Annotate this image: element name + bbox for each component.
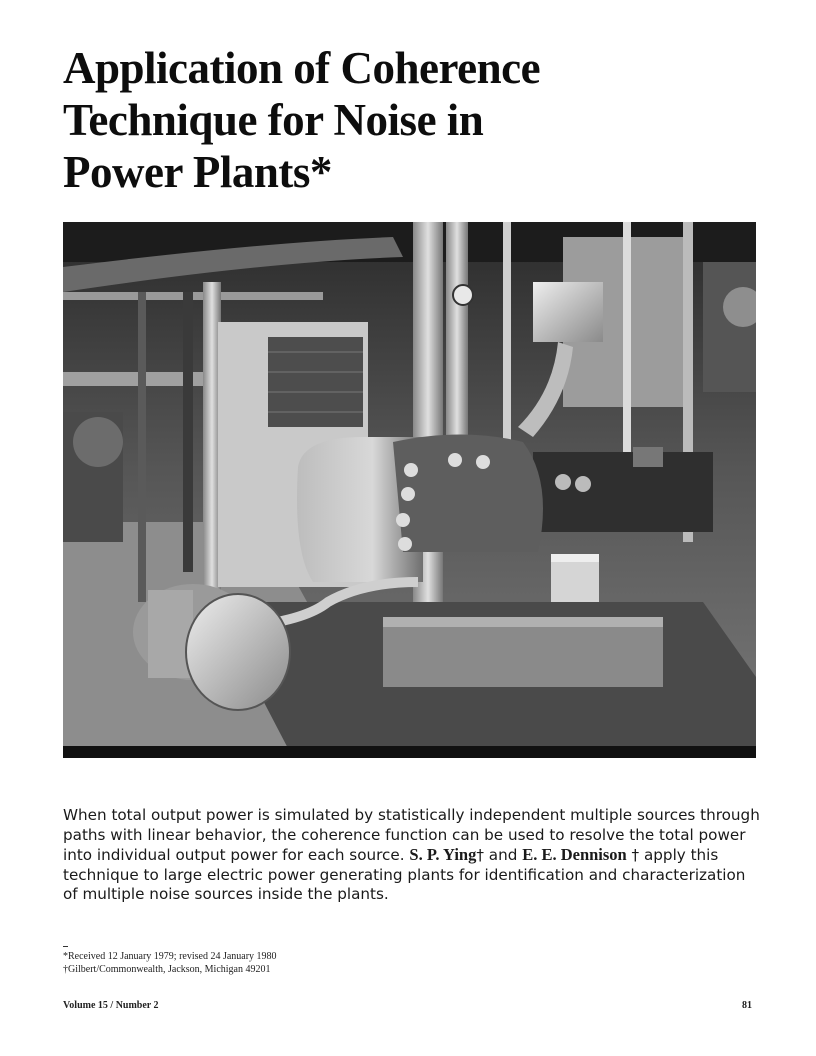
footnote-affiliation: †Gilbert/Commonwealth, Jackson, Michigan 49201 xyxy=(63,964,271,975)
abstract-text-1: When total output power is simulated by statistically independent multiple sources through paths with linear behavior, the coherence function can be used to resolve the total power into individual output power for each source. xyxy=(63,806,760,864)
title-line-3: Power Plants* xyxy=(63,147,332,197)
journal-volume: Volume 15 / Number 2 xyxy=(63,1000,159,1011)
abstract-text-2: † apply this technique to large electric power generating plants for identification and characterization of multiple noise sources inside the plants. xyxy=(63,846,746,903)
machinery-illustration xyxy=(63,222,756,758)
title-line-1: Application of Coherence xyxy=(63,43,541,93)
abstract-paragraph xyxy=(63,806,763,905)
power-plant-photo xyxy=(63,222,756,758)
footnotes xyxy=(63,950,563,976)
dagger-and: † and xyxy=(476,846,523,864)
footnote-rule xyxy=(63,946,68,947)
footnote-received: *Received 12 January 1979; revised 24 January 1980 xyxy=(63,951,277,962)
page-number: 81 xyxy=(742,1000,752,1011)
author-ying: S. P. Ying xyxy=(409,845,477,864)
title-line-2: Technique for Noise in xyxy=(63,95,484,145)
article-title xyxy=(63,42,703,198)
author-dennison: E. E. Dennison xyxy=(522,845,627,864)
